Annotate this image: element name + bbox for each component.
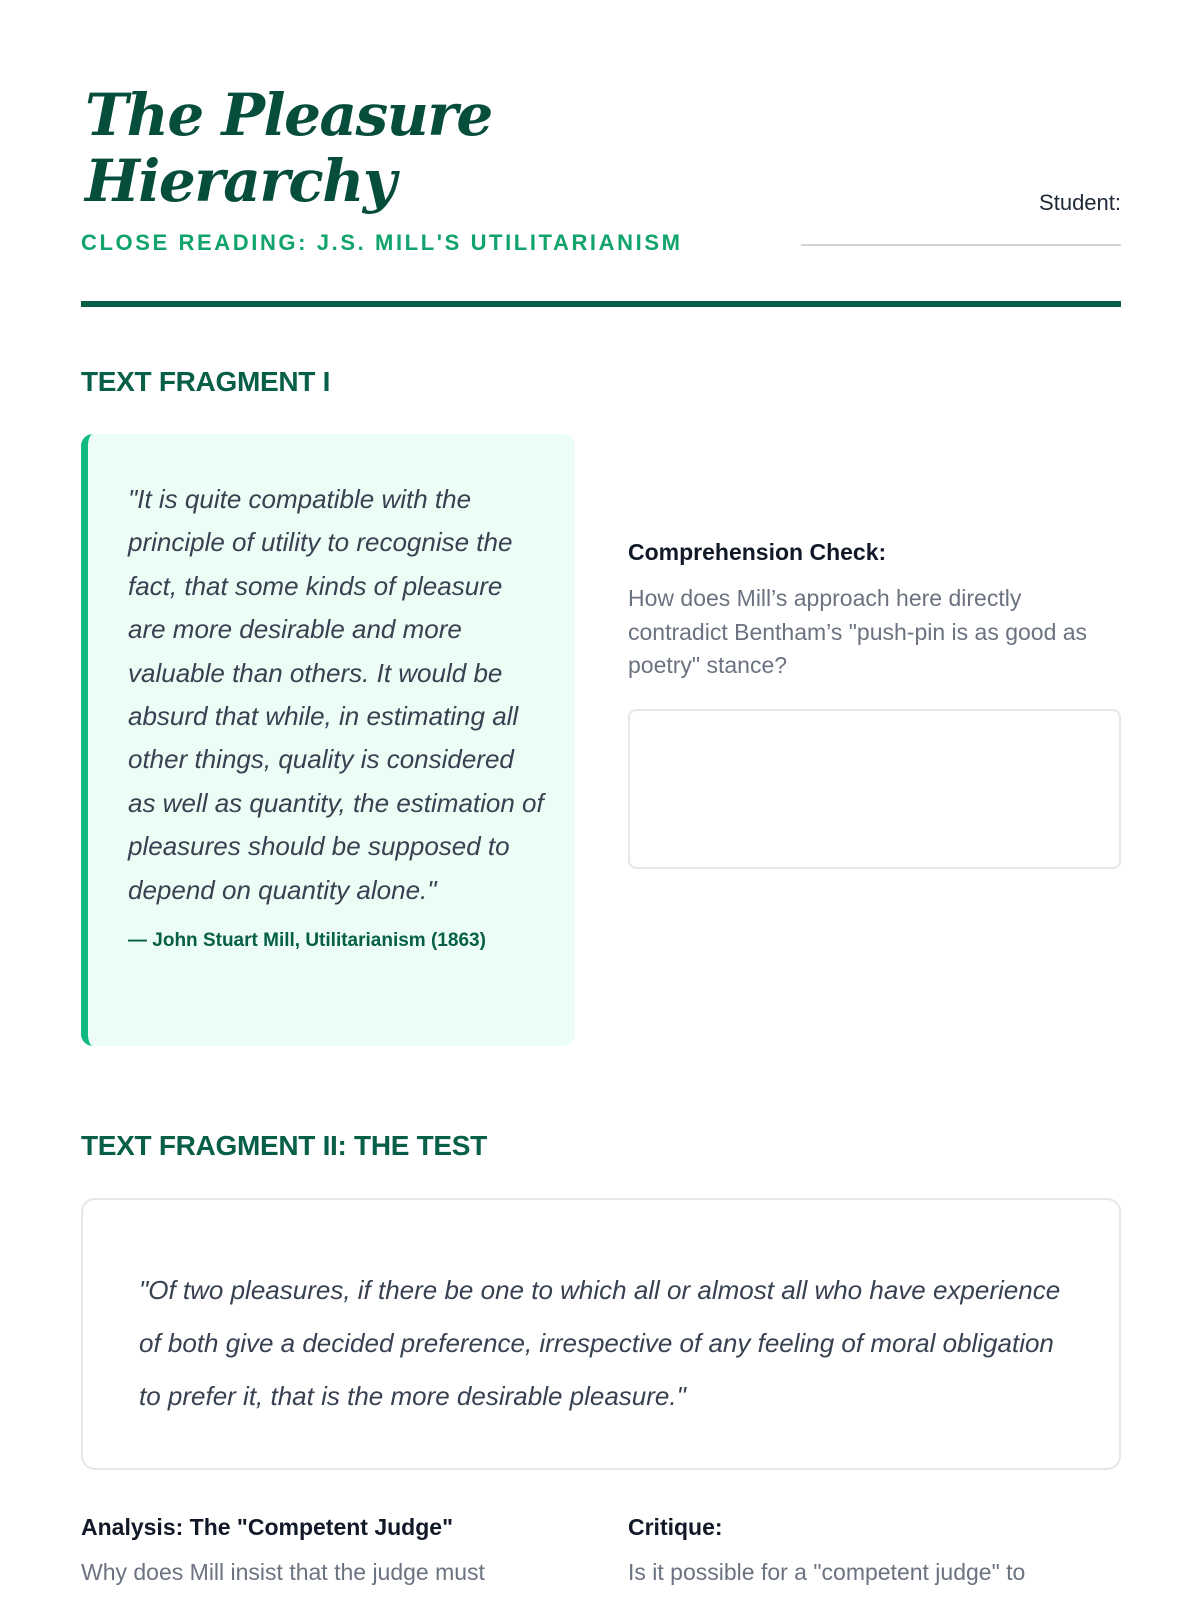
comprehension-answer-box[interactable] [628,709,1121,869]
comprehension-check-title: Comprehension Check: [628,539,887,565]
page-subtitle: CLOSE READING: J.S. MILL'S UTILITARIANISM [81,230,683,255]
analysis-title: Analysis: The "Competent Judge" [81,1514,453,1540]
quote-attribution: — John Stuart Mill, Utilitarianism (1863) [128,930,486,952]
critique-question: Is it possible for a "competent judge" to [628,1559,1026,1585]
header-divider [81,301,1121,307]
fragment-1-heading: TEXT FRAGMENT I [81,366,331,397]
comprehension-check-question: How does Mill’s approach here directly contradict Bentham’s "push-pin is as good as poetry" stance? [628,585,1088,678]
student-name-field[interactable] [801,244,1121,246]
fragment-2-heading: TEXT FRAGMENT II: THE TEST [81,1130,487,1161]
worksheet-page [81,0,1121,1600]
page-title: The Pleasure Hierarchy [85,81,492,215]
fragment-2-quote: "Of two pleasures, if there be one to which all or almost all who have experience of both give a decided preference, irrespective of any feeling of moral obligation to prefer it, that is the more desirable pleasure." [139,1275,1061,1412]
fragment-1-quote-box [81,434,575,1046]
fragment-2-quote-box [81,1198,1121,1470]
student-label: Student: [1039,190,1121,215]
fragment-1-quote: "It is quite compatible with the principle of utility to recognise the fact, that some kinds of pleasure are more desirable and more valuable than others. It would be absurd that while, in estimating all other things, quality is considered as well as quantity, the estimation of pleasures should be supposed to depend on quantity alone." [128,484,544,905]
critique-title: Critique: [628,1514,723,1540]
analysis-question: Why does Mill insist that the judge must [81,1559,485,1585]
